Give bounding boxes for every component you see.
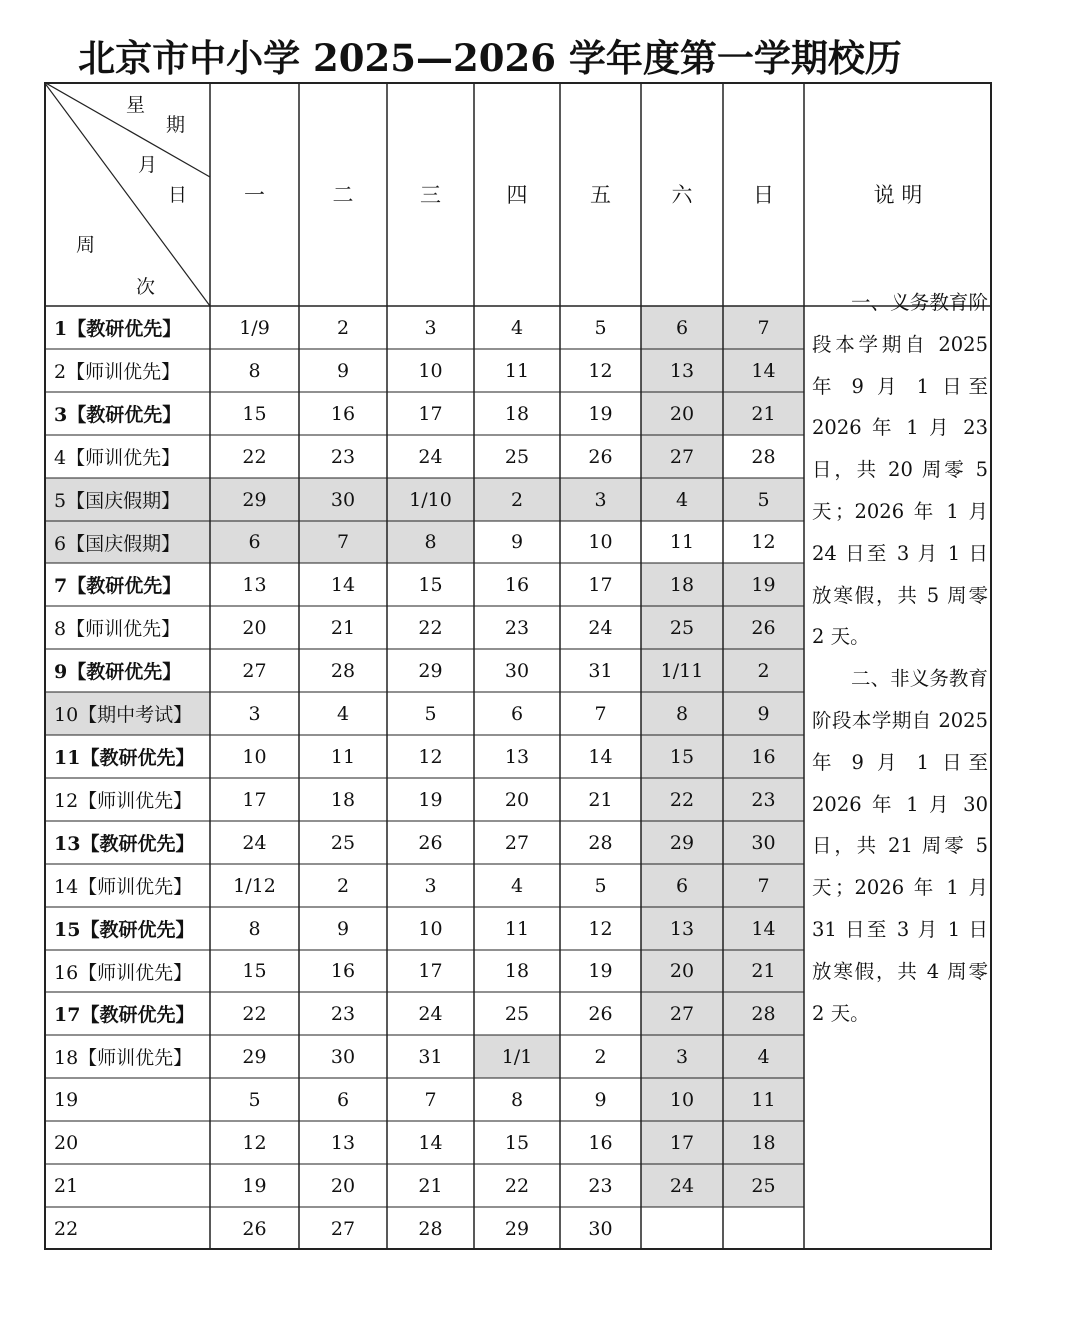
corner-diagonal-line xyxy=(44,82,210,177)
day-cell: 28 xyxy=(588,831,613,854)
day-cell: 24 xyxy=(641,1164,723,1207)
day-cell: 20 xyxy=(641,950,723,992)
notes-header: 说 明 xyxy=(873,183,923,207)
weekday-header-7: 日 xyxy=(753,183,774,207)
day-cell: 17 xyxy=(588,573,613,596)
day-cell: 17 xyxy=(242,788,267,811)
week-label: 14【师训优先】 xyxy=(54,876,193,898)
day-cell: 11 xyxy=(504,359,530,382)
day-cell: 12 xyxy=(751,531,776,553)
day-cell: 16 xyxy=(588,1131,613,1154)
day-cell: 7 xyxy=(723,864,804,907)
page-title: 北京市中小学 2025—2026 学年度第一学期校历 xyxy=(78,36,902,80)
note-non-compulsory: 二、非义务教育阶段本学期自 2025 年 9 月 1 日至 2026 年 1 月 30 日，共 21 周零 5 天；2026 年 1 月 31 日至 3 月 1 日放寒假，共 4 周零 2 天。 xyxy=(812,667,988,1025)
day-cell: 8 xyxy=(510,1088,524,1111)
day-cell: 4 xyxy=(510,316,524,339)
day-cell: 17 xyxy=(418,402,443,425)
day-cell: 18 xyxy=(504,960,530,982)
day-cell: 16 xyxy=(330,402,356,425)
day-cell: 17 xyxy=(418,960,443,982)
day-cell: 5 xyxy=(424,702,437,725)
corner-label-ci: 次 xyxy=(136,276,156,298)
day-cell: 6 xyxy=(641,864,723,907)
day-cell: 6 xyxy=(510,702,524,725)
day-cell: 8 xyxy=(387,521,474,563)
day-cell: 26 xyxy=(723,606,804,649)
day-cell: 9 xyxy=(594,1088,607,1111)
week-label: 20 xyxy=(54,1131,79,1154)
day-cell: 25 xyxy=(641,606,723,649)
day-cell: 14 xyxy=(418,1131,443,1154)
week-label: 10【期中考试】 xyxy=(44,692,210,735)
week-label: 15【教研优先】 xyxy=(54,919,195,941)
week-label: 9【教研优先】 xyxy=(54,661,182,683)
day-cell: 4 xyxy=(641,478,723,521)
day-cell: 20 xyxy=(504,788,530,811)
week-label: 17【教研优先】 xyxy=(54,1004,195,1026)
day-cell: 15 xyxy=(504,1131,530,1154)
day-cell: 20 xyxy=(641,392,723,435)
day-cell: 10 xyxy=(418,917,443,940)
day-cell: 3 xyxy=(560,478,641,521)
day-cell: 23 xyxy=(723,778,804,821)
day-cell: 24 xyxy=(242,831,267,854)
corner-label-zhou: 周 xyxy=(76,234,96,256)
day-cell: 2 xyxy=(336,316,350,339)
day-cell: 29 xyxy=(418,659,443,682)
day-cell: 13 xyxy=(330,1131,356,1154)
day-cell: 8 xyxy=(248,359,261,382)
day-cell: 30 xyxy=(504,659,530,682)
week-label: 8【师训优先】 xyxy=(54,618,181,640)
day-cell: 1/1 xyxy=(474,1035,560,1078)
day-cell: 22 xyxy=(641,778,723,821)
week-label: 11【教研优先】 xyxy=(54,747,195,769)
day-cell: 1/11 xyxy=(641,649,723,692)
day-cell: 24 xyxy=(418,445,443,468)
week-label: 19 xyxy=(54,1088,79,1111)
week-label: 5【国庆假期】 xyxy=(44,478,210,521)
corner-label-ri: 日 xyxy=(168,184,188,206)
weekday-header-3: 三 xyxy=(420,183,441,207)
day-cell: 8 xyxy=(641,692,723,735)
day-cell: 15 xyxy=(242,960,267,982)
day-cell: 29 xyxy=(210,478,299,521)
day-cell: 12 xyxy=(242,1131,267,1154)
day-cell: 27 xyxy=(641,992,723,1035)
corner-label-xing: 星 xyxy=(126,94,146,116)
day-cell: 21 xyxy=(723,392,804,435)
notes-panel xyxy=(812,282,988,1034)
weekday-header-6: 六 xyxy=(671,183,693,207)
day-cell: 25 xyxy=(723,1164,804,1207)
week-label: 6【国庆假期】 xyxy=(44,521,210,563)
day-cell: 4 xyxy=(336,702,350,725)
day-cell: 27 xyxy=(330,1217,356,1240)
day-cell: 23 xyxy=(330,1002,356,1025)
day-cell: 19 xyxy=(588,402,613,425)
day-cell: 29 xyxy=(641,821,723,864)
day-cell: 13 xyxy=(641,907,723,950)
day-cell: 27 xyxy=(242,659,267,682)
day-cell: 3 xyxy=(424,316,437,339)
day-cell: 22 xyxy=(242,445,267,468)
day-cell: 25 xyxy=(330,831,356,854)
day-cell: 18 xyxy=(723,1121,804,1164)
day-cell: 21 xyxy=(588,788,613,811)
day-cell: 14 xyxy=(723,907,804,950)
day-cell: 19 xyxy=(723,563,804,606)
day-cell: 4 xyxy=(510,874,524,897)
week-label: 3【教研优先】 xyxy=(54,404,182,426)
day-cell: 20 xyxy=(330,1174,356,1197)
day-cell: 16 xyxy=(504,573,530,596)
day-cell: 30 xyxy=(330,1045,356,1068)
day-cell: 18 xyxy=(504,402,530,425)
day-cell: 18 xyxy=(641,563,723,606)
day-cell: 5 xyxy=(594,874,607,897)
day-cell: 2 xyxy=(723,649,804,692)
corner-label-qi: 期 xyxy=(166,114,186,136)
day-cell: 19 xyxy=(588,960,613,982)
day-cell: 11 xyxy=(330,745,356,768)
day-cell: 22 xyxy=(418,616,443,639)
week-label: 7【教研优先】 xyxy=(54,575,182,597)
day-cell: 21 xyxy=(330,616,356,639)
day-cell: 14 xyxy=(330,573,356,596)
day-cell: 14 xyxy=(723,349,804,392)
day-cell: 3 xyxy=(641,1035,723,1078)
day-cell: 13 xyxy=(504,745,530,768)
day-cell: 11 xyxy=(669,531,695,553)
week-label: 4【师训优先】 xyxy=(54,447,181,469)
day-cell: 19 xyxy=(418,788,443,811)
note-compulsory: 一、义务教育阶段本学期自 2025 年 9 月 1 日至 2026 年 1 月 23 日，共 20 周零 5 天；2026 年 1 月 24 日至 3 月 1 日放寒假，共 5 周零 2 天。 xyxy=(812,291,988,649)
day-cell: 10 xyxy=(418,359,443,382)
day-cell: 6 xyxy=(210,521,299,563)
day-cell: 5 xyxy=(248,1088,261,1111)
day-cell: 21 xyxy=(418,1174,443,1197)
day-cell: 2 xyxy=(336,874,350,897)
day-cell: 23 xyxy=(330,445,356,468)
day-cell: 14 xyxy=(588,745,613,768)
day-cell: 28 xyxy=(330,659,356,682)
day-cell: 9 xyxy=(723,692,804,735)
day-cell: 9 xyxy=(336,359,350,382)
week-label: 1【教研优先】 xyxy=(54,318,182,340)
day-cell: 26 xyxy=(242,1217,267,1240)
day-cell: 6 xyxy=(641,306,723,349)
day-cell: 30 xyxy=(588,1217,613,1240)
day-cell: 6 xyxy=(336,1088,350,1111)
day-cell: 11 xyxy=(723,1078,804,1121)
day-cell: 2 xyxy=(474,478,560,521)
week-label: 13【教研优先】 xyxy=(54,833,195,855)
weekday-header-4: 四 xyxy=(506,183,528,207)
day-cell: 12 xyxy=(588,359,613,382)
day-cell: 9 xyxy=(510,531,524,553)
day-cell: 23 xyxy=(504,616,530,639)
day-cell: 24 xyxy=(588,616,613,639)
day-cell: 28 xyxy=(723,992,804,1035)
week-label: 12【师训优先】 xyxy=(54,790,193,812)
corner-label-yue: 月 xyxy=(138,154,158,176)
day-cell: 30 xyxy=(723,821,804,864)
day-cell: 27 xyxy=(641,435,723,478)
day-cell: 31 xyxy=(588,659,613,682)
day-cell: 4 xyxy=(723,1035,804,1078)
day-cell: 23 xyxy=(588,1174,613,1197)
day-cell: 1/9 xyxy=(239,316,270,339)
day-cell: 28 xyxy=(418,1217,443,1240)
day-cell: 10 xyxy=(588,531,613,553)
day-cell: 30 xyxy=(299,478,387,521)
week-label: 22 xyxy=(54,1217,79,1240)
day-cell: 3 xyxy=(424,874,437,897)
day-cell: 3 xyxy=(248,702,261,725)
day-cell: 1/12 xyxy=(233,874,276,897)
day-cell: 26 xyxy=(588,1002,613,1025)
day-cell: 29 xyxy=(242,1045,267,1068)
weekday-header-2: 二 xyxy=(332,183,354,207)
day-cell: 5 xyxy=(723,478,804,521)
week-label: 2【师训优先】 xyxy=(54,361,181,383)
day-cell: 12 xyxy=(588,917,613,940)
day-cell: 18 xyxy=(330,788,356,811)
week-label: 18【师训优先】 xyxy=(54,1047,193,1069)
weekday-header-5: 五 xyxy=(590,183,611,207)
day-cell: 13 xyxy=(242,573,267,596)
day-cell: 1/10 xyxy=(387,478,474,521)
day-cell: 16 xyxy=(330,960,356,982)
day-cell: 15 xyxy=(418,573,443,596)
day-cell: 15 xyxy=(641,735,723,778)
day-cell: 17 xyxy=(641,1121,723,1164)
day-cell: 2 xyxy=(594,1045,607,1068)
day-cell: 27 xyxy=(504,831,530,854)
day-cell: 25 xyxy=(504,445,530,468)
day-cell: 9 xyxy=(336,917,350,940)
day-cell: 7 xyxy=(723,306,804,349)
day-cell: 15 xyxy=(242,402,267,425)
day-cell: 7 xyxy=(424,1088,437,1111)
weekday-header-1: 一 xyxy=(244,183,265,207)
day-cell: 5 xyxy=(594,316,607,339)
day-cell: 10 xyxy=(242,745,267,768)
day-cell: 25 xyxy=(504,1002,530,1025)
week-label: 21 xyxy=(54,1174,79,1197)
corner-diagonal-line xyxy=(44,82,210,306)
day-cell: 29 xyxy=(504,1217,530,1240)
day-cell: 8 xyxy=(248,917,261,940)
day-cell: 19 xyxy=(242,1174,267,1197)
day-cell: 24 xyxy=(418,1002,443,1025)
day-cell: 22 xyxy=(242,1002,267,1025)
week-label: 16【师训优先】 xyxy=(54,961,193,984)
day-cell: 20 xyxy=(242,616,267,639)
day-cell: 12 xyxy=(418,745,443,768)
day-cell: 26 xyxy=(418,831,443,854)
day-cell: 28 xyxy=(751,445,776,468)
day-cell: 11 xyxy=(504,917,530,940)
day-cell: 31 xyxy=(418,1045,443,1068)
day-cell: 22 xyxy=(504,1174,530,1197)
day-cell: 10 xyxy=(641,1078,723,1121)
day-cell: 26 xyxy=(588,445,613,468)
day-cell: 7 xyxy=(594,702,607,725)
day-cell: 21 xyxy=(723,950,804,992)
day-cell: 7 xyxy=(299,521,387,563)
day-cell: 13 xyxy=(641,349,723,392)
day-cell: 16 xyxy=(723,735,804,778)
